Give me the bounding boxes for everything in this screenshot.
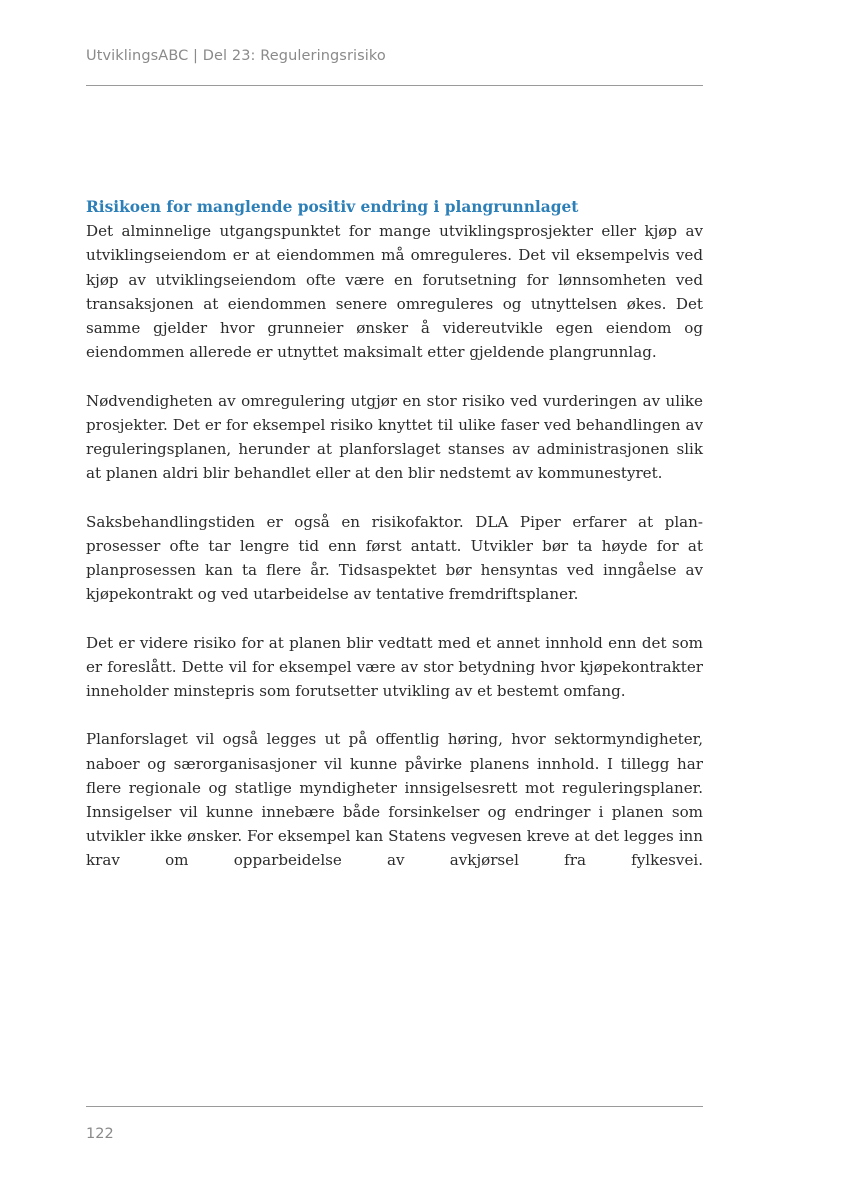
footer-divider (86, 1106, 703, 1107)
body-paragraph-2: Nødvendigheten av omregulering utgjør en stor risiko ved vurderingen av ulike prosjekter. Det er for eksempel risiko knyttet til ulike faser ved behandlingen av reguleringsplanen, herunder at planforslaget stanses av administrasjonen slik at planen aldri blir behandlet eller at den blir nedstemt av kommunestyret. (86, 391, 703, 483)
body-paragraph-4: Det er videre risiko for at planen blir vedtatt med et annet innhold enn det som er foreslått. Dette vil for eksempel være av stor betydning hvor kjøpekontrakter inneholder minstepris som forutsetter utvikling av et bestemt omfang. (86, 633, 703, 701)
body-paragraph-1: Det alminnelige utgangspunktet for mange utviklingsprosjekter eller kjøp av utviklingseiendom er at eiendommen må omreguleres. Det vil eksempelvis ved kjøp av utviklingseiendom ofte være en forutsetning for lønnsomheten ved transaksjonen at eiendommen senere omreguleres og utnyttelsen økes. Det samme gjelder hvor grunneier ønsker å videreutvikle egen eiendom og eiendommen allerede er utnyttet maksimalt etter gjeldende plangrunnlag. (86, 222, 703, 362)
page-number: 122 (86, 1126, 114, 1142)
header-divider (86, 85, 703, 86)
body-paragraph-3: Saksbehandlingstiden er også en risikofaktor. DLA Piper erfarer at planprosesser ofte tar lengre tid enn først antatt. Utvikler bør ta høyde for at planprosessen kan ta flere år. Tidsaspektet bør hensyntas ved inngåelse av kjøpekontrakt og ved utarbeidelse av tentative fremdriftsplaner. (86, 512, 703, 604)
running-header: UtviklingsABC | Del 23: Reguleringsrisiko (86, 48, 386, 64)
page-body (86, 195, 703, 873)
body-paragraph-5: Planforslaget vil også legges ut på offentlig høring, hvor sektormyndigheter, naboer og særorganisasjoner vil kunne påvirke planens innhold. I tillegg har flere regionale og statlige myndigheter innsigelsesrett mot reguleringsplaner. Innsigelser vil kunne innebære både forsinkelser og endringer i planen som utvikler ikke ønsker. For eksempel kan Statens vegvesen kreve at det legges inn krav om opparbeidelse av avkjørsel fra fylkesvei. (86, 730, 703, 870)
section-heading: Risikoen for manglende positiv endring i plangrunnlaget (86, 198, 579, 216)
